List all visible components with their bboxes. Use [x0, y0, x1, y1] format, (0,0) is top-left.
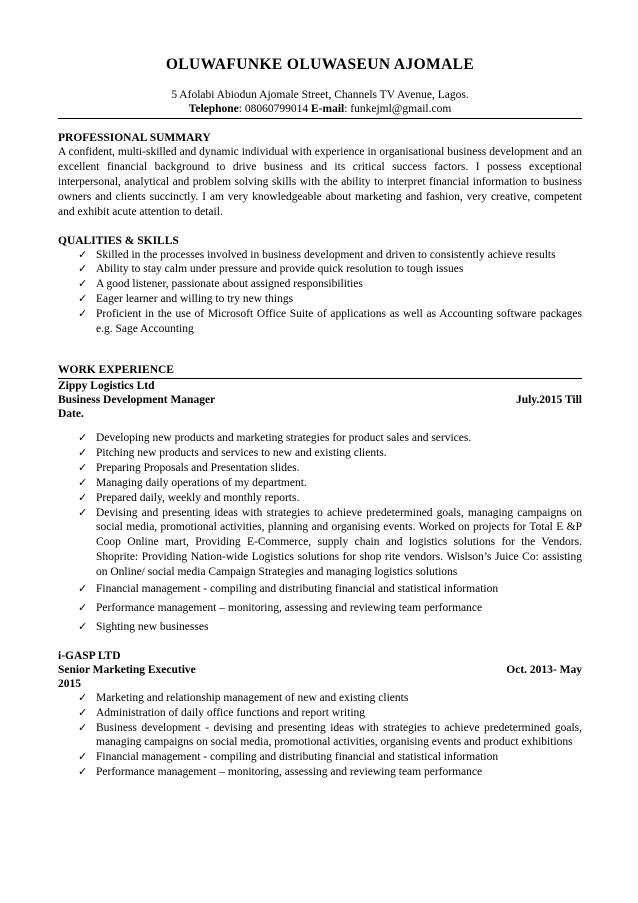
check-icon: ✓: [78, 765, 88, 779]
check-icon: ✓: [78, 505, 88, 519]
telephone-label: Telephone: [188, 103, 239, 115]
list-item: ✓ Pitching new products and services to new and existing clients.: [78, 445, 387, 459]
list-item: ✓ Ability to stay calm under pressure and provide quick resolution to tough issues: [78, 262, 464, 276]
job-role-row: [58, 393, 582, 407]
check-icon: ✓: [78, 705, 88, 719]
list-item: ✓ Financial management - compiling and distributing financial and statistical information: [78, 750, 499, 764]
list-item: ✓ Marketing and relationship management of new and existing clients: [78, 690, 409, 704]
check-icon: ✓: [78, 475, 88, 489]
list-item: ✓ Business development - devising and presenting ideas with strategies to achieve predetermined goals, managing campaigns on social media, promotional activities, organising events and product exhibitions: [78, 720, 582, 749]
email-value: : funkejml@gmail.com: [344, 103, 452, 115]
check-icon: ✓: [78, 750, 88, 764]
check-icon: ✓: [78, 277, 88, 291]
list-item: ✓ Sighting new businesses: [78, 619, 209, 633]
list-item: ✓ Developing new products and marketing strategies for product sales and services.: [78, 430, 472, 444]
job-role: Senior Marketing Executive: [58, 663, 196, 676]
check-icon: ✓: [78, 460, 88, 474]
list-item: ✓ Financial management - compiling and distributing financial and statistical information: [78, 582, 499, 596]
header-divider: [58, 118, 582, 119]
skills-list: [58, 248, 582, 337]
check-icon: ✓: [78, 582, 88, 596]
job-dates-cont: 2015: [58, 677, 81, 690]
list-item: ✓ Skilled in the processes involved in business development and driven to consistently achieve results: [78, 247, 556, 261]
list-item: ✓ A good listener, passionate about assigned responsibilities: [78, 277, 363, 291]
telephone-value: : 08060799014: [238, 103, 311, 115]
job-company: i-GASP LTD: [58, 649, 121, 662]
job-company: Zippy Logistics Ltd: [58, 379, 155, 392]
summary-title: PROFESSIONAL SUMMARY: [58, 132, 211, 144]
skills-title: QUALITIES & SKILLS: [58, 234, 179, 247]
job-role: Business Development Manager: [58, 393, 216, 406]
check-icon: ✓: [78, 430, 88, 444]
list-item: ✓ Performance management – monitoring, assessing and reviewing team performance: [78, 600, 483, 614]
check-icon: ✓: [78, 600, 88, 614]
check-icon: ✓: [78, 307, 88, 321]
resume-name: OLUWAFUNKE OLUWASEUN AJOMALE: [165, 56, 475, 73]
job-role-row: [58, 663, 582, 677]
check-icon: ✓: [78, 445, 88, 459]
check-icon: ✓: [78, 720, 88, 734]
job-dates: Oct. 2013- May: [506, 663, 582, 676]
job-dates-cont: Date.: [58, 407, 84, 420]
list-item: ✓ Preparing Proposals and Presentation slides.: [78, 460, 300, 474]
check-icon: ✓: [78, 490, 88, 504]
list-item: ✓ Proficient in the use of Microsoft Office Suite of applications as well as Accounting software packages e.g. Sage Accounting: [78, 307, 582, 336]
work-title: WORK EXPERIENCE: [58, 363, 174, 376]
address: 5 Afolabi Abiodun Ajomale Street, Channels TV Avenue, Lagos.: [171, 89, 469, 101]
summary-text: A confident, multi-skilled and dynamic individual with experience in organisational business development and an excellent financial background to drive business and its critical success factors. I possess exceptional interpersonal, analytical and problem solving skills with the ability to interpret financial information to business owners and clients succinctly. I am very knowledgeable about marketing and fashion, very creative, competent and exhibit acute attention to detail.: [58, 146, 582, 218]
list-item: ✓ Managing daily operations of my department.: [78, 475, 307, 489]
job-duties-list: [58, 691, 582, 780]
list-item: ✓ Eager learner and willing to try new things: [78, 292, 294, 306]
list-item: ✓ Prepared daily, weekly and monthly reports.: [78, 490, 300, 504]
resume-page: [58, 56, 582, 780]
check-icon: ✓: [78, 262, 88, 276]
check-icon: ✓: [78, 292, 88, 306]
check-icon: ✓: [78, 690, 88, 704]
list-item: ✓ Administration of daily office functions and report writing: [78, 705, 366, 719]
check-icon: ✓: [78, 619, 88, 633]
contact-line: [58, 102, 582, 116]
list-item: ✓ Performance management – monitoring, assessing and reviewing team performance: [78, 765, 483, 779]
job-duties-list: [58, 431, 582, 635]
check-icon: ✓: [78, 247, 88, 261]
list-item: ✓ Devising and presenting ideas with strategies to achieve predetermined goals, managing campaigns on social media, promotional activities, planning and organising events. Worked on projects for Total E &P Coop Online mart, Providing E-Commerce, supply chain and logistics solutions for the Vendors. Shoprite: Providing Nation-wide Logistics solutions for shop rite vendors. Wislson’s Juice Co: assisting on Online/ social media Campaign Strategies and managing logistics solutions: [78, 505, 582, 579]
job-dates: July.2015 Till: [515, 393, 582, 406]
email-label: E-mail: [310, 103, 345, 115]
